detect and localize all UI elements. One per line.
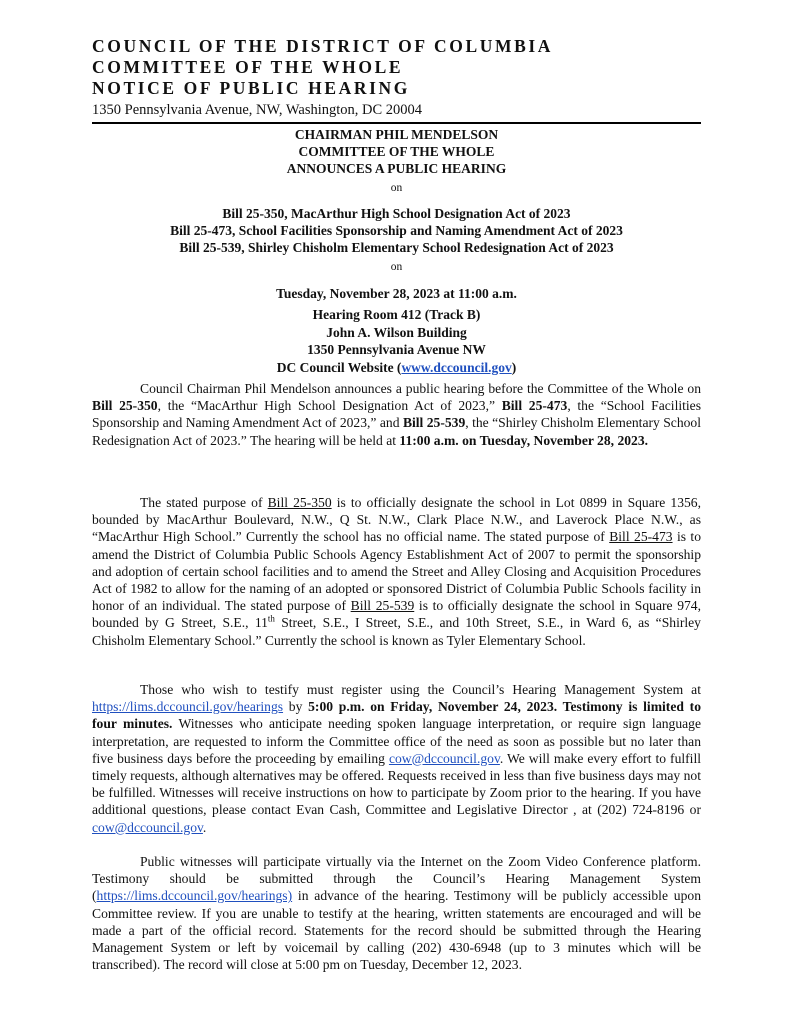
bill-ref: Bill 25-473 [609,529,673,545]
council-address: 1350 Pennsylvania Avenue, NW, Washington, DC 20004 [92,102,423,118]
text: Public witnesses will participate virtually via the Internet on the Zoom Video Conference platform. Testimony should be submitted through the Council’s Hearing Management System ( [92,854,701,904]
bill-list [92,205,701,256]
text: Street, S.E., I Street, S.E., and 10th Street, S.E., in Ward 6, as “Shirley Chisholm Elementary School.” Currently the school is known as Tyler Elementary School. [92,615,701,648]
text: is to amend the District of Columbia Public Schools Agency Establishment Act of 2007 to permit the sponsorship and adoption of certain school facilities and to amend the Street and Alley Closing and Acquisition Procedures Act of 1982 to allow for the naming of an adopted or sponsored District of Columbia Public Schools facility in honor of an individual. The stated purpose of [92,529,702,614]
hearing-room: Hearing Room 412 (Track B) [312,307,481,322]
text: Witnesses who anticipate needing spoken language interpretation, or require sign language interpretation, are requested to inform the Committee office of the need as soon as possible but no later than five business days before the proceeding by emailing [92,716,701,766]
bill-ref: Bill 25-473 [501,398,568,414]
virtual-paragraph [92,853,701,973]
hearing-street: 1350 Pennsylvania Avenue NW [307,342,486,357]
bill-ref: Bill 25-350 [267,495,332,510]
bill-item: Bill 25-473, School Facilities Sponsorship and Naming Amendment Act of 2023 [170,223,623,238]
text: , the “MacArthur High School Designation Act of 2023,” [157,398,502,414]
committee-line: COMMITTEE OF THE WHOLE [298,144,495,159]
on-connector-1: on [390,182,403,194]
hearings-link[interactable]: https://lims.dccouncil.gov/hearings [92,699,284,715]
text: , the “School Facilities Sponsorship and Naming Amendment Act of 2023,” and [92,398,702,431]
website-link[interactable]: www.dccouncil.gov [401,359,512,375]
chairman-line: CHAIRMAN PHIL MENDELSON [294,127,499,142]
text: in advance of the hearing. Testimony will be publicly accessible upon Committee review. If you are unable to testify at the hearing, written statements are encouraged and will be made a part of the official record. Statements for the record should be submitted through the Hearing Management System or left by voicemail by calling (202) 430-6948 (up to 3 minutes which will be transcribed). The record will close at 5:00 pm on Tuesday, December 12, 2023. [92,888,701,973]
text: . We will make every effort to fulfill timely requests, although alternatives may be offered. Requests received in less than five business days may not be fulfilled. Witnesses will receive instructions on how to participate by Zoom prior to the hearing. If you have additional questions, please contact Evan Cash, Committee and Legislative Director , at (202) 724-8196 or [92,750,702,818]
text: by [283,699,309,715]
purpose-paragraph [92,494,701,649]
letterhead [92,36,702,120]
hearings-link[interactable]: https://lims.dccouncil.gov/hearings) [96,888,293,904]
hearing-time: 11:00 a.m. on Tuesday, November 28, 2023. [399,432,649,448]
notice-title: NOTICE OF PUBLIC HEARING [92,78,410,98]
text: is to officially designate the school in Square 974, bounded by G Street, S.E., 11 [92,598,701,631]
bill-ref: Bill 25-350 [92,398,158,414]
website-suffix: ) [511,359,517,375]
deadline-text: 5:00 p.m. on Friday, November 24, 2023. Testimony is limited to four minutes. [92,699,701,732]
on-connector-2: on [390,261,403,273]
announces-line: ANNOUNCES A PUBLIC HEARING [286,161,507,176]
hearing-building: John A. Wilson Building [326,324,467,340]
bill-item: Bill 25-350, MacArthur High School Designation Act of 2023 [222,206,571,221]
bill-item: Bill 25-539, Shirley Chisholm Elementary School Redesignation Act of 2023 [179,240,614,255]
announcement-block [92,126,701,177]
superscript: th [267,613,275,624]
text: , the “Shirley Chisholm Elementary School Redesignation Act of 2023.” The hearing will be held at [92,415,701,448]
committee-name: COMMITTEE OF THE WHOLE [92,57,404,77]
testimony-paragraph [92,681,701,836]
website-prefix: DC Council Website ( [276,359,402,375]
hearing-location [92,306,701,376]
email-link[interactable]: cow@dccouncil.gov [388,750,500,766]
text: The stated purpose of [140,495,268,510]
bill-ref: Bill 25-539 [402,415,466,431]
header-divider [92,122,701,124]
text: Those who wish to testify must register using the Council’s Hearing Management System at [140,682,701,697]
text: . [202,819,207,835]
text: Council Chairman Phil Mendelson announces a public hearing before the Committee of the Whole on [140,381,701,396]
website-line [92,359,701,377]
council-name: COUNCIL OF THE DISTRICT OF COLUMBIA [92,36,553,56]
hearing-date: Tuesday, November 28, 2023 at 11:00 a.m. [276,286,517,301]
intro-paragraph [92,380,701,449]
email-link[interactable]: cow@dccouncil.gov [92,819,203,835]
text: is to officially designate the school in Lot 0899 in Square 1356, bounded by MacArthur Boulevard, N.W., Q St. N.W., Clark Place N.W., and Laverock Place N.W., as “MacArthur High School.” Currently the school has no official name. The stated purpose of [92,495,701,545]
bill-ref: Bill 25-539 [350,598,415,614]
